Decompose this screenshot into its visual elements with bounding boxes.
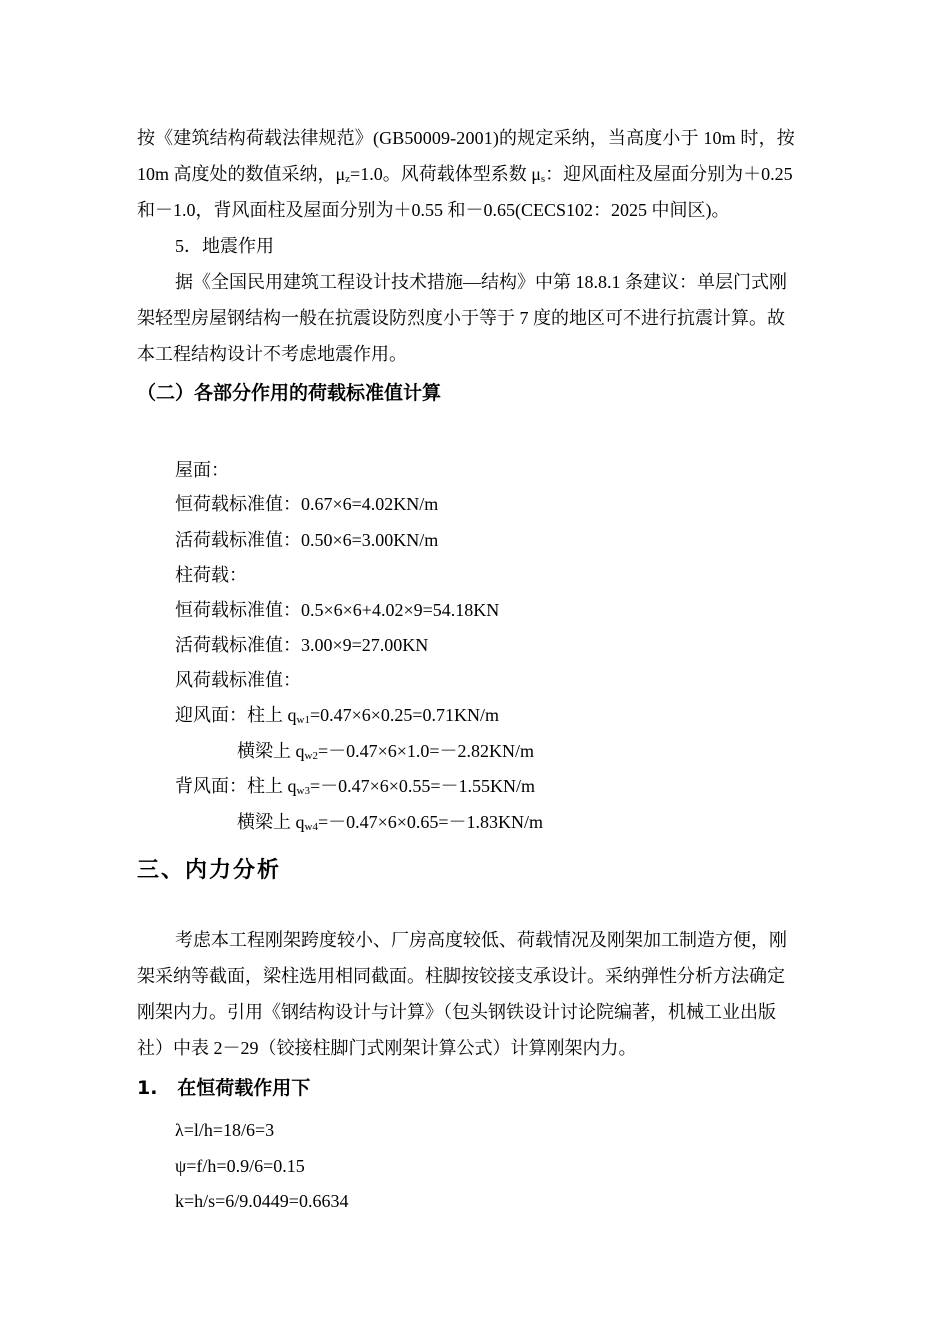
roof-label: 屋面： [175,460,229,480]
wind-load-windward-column [175,704,499,726]
wind-load-label: 风荷载标准值： [175,670,301,690]
text-run: =－0.47×6×0.55=－1.55KN/m [309,776,536,796]
seismic-paragraph-line-3: 本工程结构设计不考虑地震作用。 [137,344,407,364]
column-live-load: 活荷载标准值：3.00×9=27.00KN [175,635,429,655]
wind-paragraph-line-3: 和－1.0，背风面柱及屋面分别为＋0.55 和－0.65(CECS102：2025 中间区)。 [137,200,730,220]
formula-psi: ψ=f/h=0.9/6=0.15 [175,1156,305,1176]
subscript-z: z [345,173,351,185]
analysis-paragraph-line-2: 架采纳等截面，梁柱选用相同截面。柱脚按铰接支承设计。采纳弹性分析方法确定 [137,966,785,986]
seismic-paragraph-line-2: 架轻型房屋钢结构一般在抗震设防烈度小于等于 7 度的地区可不进行抗震计算。故 [137,308,785,328]
text-run: 横梁上 q [237,741,305,761]
analysis-paragraph-line-4: 社）中表 2－29（铰接柱脚门式刚架计算公式）计算刚架内力。 [137,1038,637,1058]
text-run: 10m 高度处的数值采纳，μ [137,164,346,184]
column-load-label: 柱荷载： [175,565,247,585]
formula-k: k=h/s=6/9.0449=0.6634 [175,1191,349,1211]
text-run: 迎风面：柱上 q [175,705,297,725]
text-run: ：迎风面柱及屋面分别为＋0.25 [545,164,793,184]
seismic-section-title: 5．地震作用 [175,236,274,256]
text-run: =0.47×6×0.25=0.71KN/m [309,705,500,725]
chapter-heading-internal-force-analysis: 三、内力分析 [137,858,282,883]
subscript-w4: w4 [304,821,318,833]
section-heading-load-standard-values: （二）各部分作用的荷载标准值计算 [137,382,442,404]
wind-load-windward-beam [237,740,534,762]
roof-live-load: 活荷载标准值：0.50×6=3.00KN/m [175,530,439,550]
wind-load-leeward-column [175,775,535,797]
text-run: =－0.47×6×0.65=－1.83KN/m [317,812,544,832]
subscript-w3: w3 [296,785,310,797]
subsection-heading-dead-load: 1. 在恒荷载作用下 [137,1077,311,1099]
wind-load-leeward-beam [237,811,543,833]
analysis-paragraph-line-3: 刚架内力。引用《钢结构设计与计算》（包头钢铁设计讨论院编著，机械工业出版 [137,1002,776,1022]
text-run: =1.0。风荷载体型系数 μ [350,164,541,184]
wind-paragraph-line-2 [137,163,793,185]
analysis-paragraph-line-1: 考虑本工程刚架跨度较小、厂房高度较低、荷载情况及刚架加工制造方便，刚 [175,930,787,950]
text-run: =－0.47×6×1.0=－2.82KN/m [317,741,535,761]
subscript-w1: w1 [296,714,310,726]
formula-lambda: λ=l/h=18/6=3 [175,1120,275,1140]
text-run: 背风面：柱上 q [175,776,297,796]
roof-dead-load: 恒荷载标准值：0.67×6=4.02KN/m [175,494,439,514]
subscript-s: s [540,173,546,185]
wind-paragraph-line-1: 按《建筑结构荷载法律规范》(GB50009-2001)的规定采纳，当高度小于 10m 时，按 [137,128,795,148]
column-dead-load: 恒荷载标准值：0.5×6×6+4.02×9=54.18KN [175,600,500,620]
seismic-paragraph-line-1: 据《全国民用建筑工程设计技术措施—结构》中第 18.8.1 条建议：单层门式刚 [175,272,787,292]
subscript-w2: w2 [304,750,318,762]
text-run: 横梁上 q [237,812,305,832]
